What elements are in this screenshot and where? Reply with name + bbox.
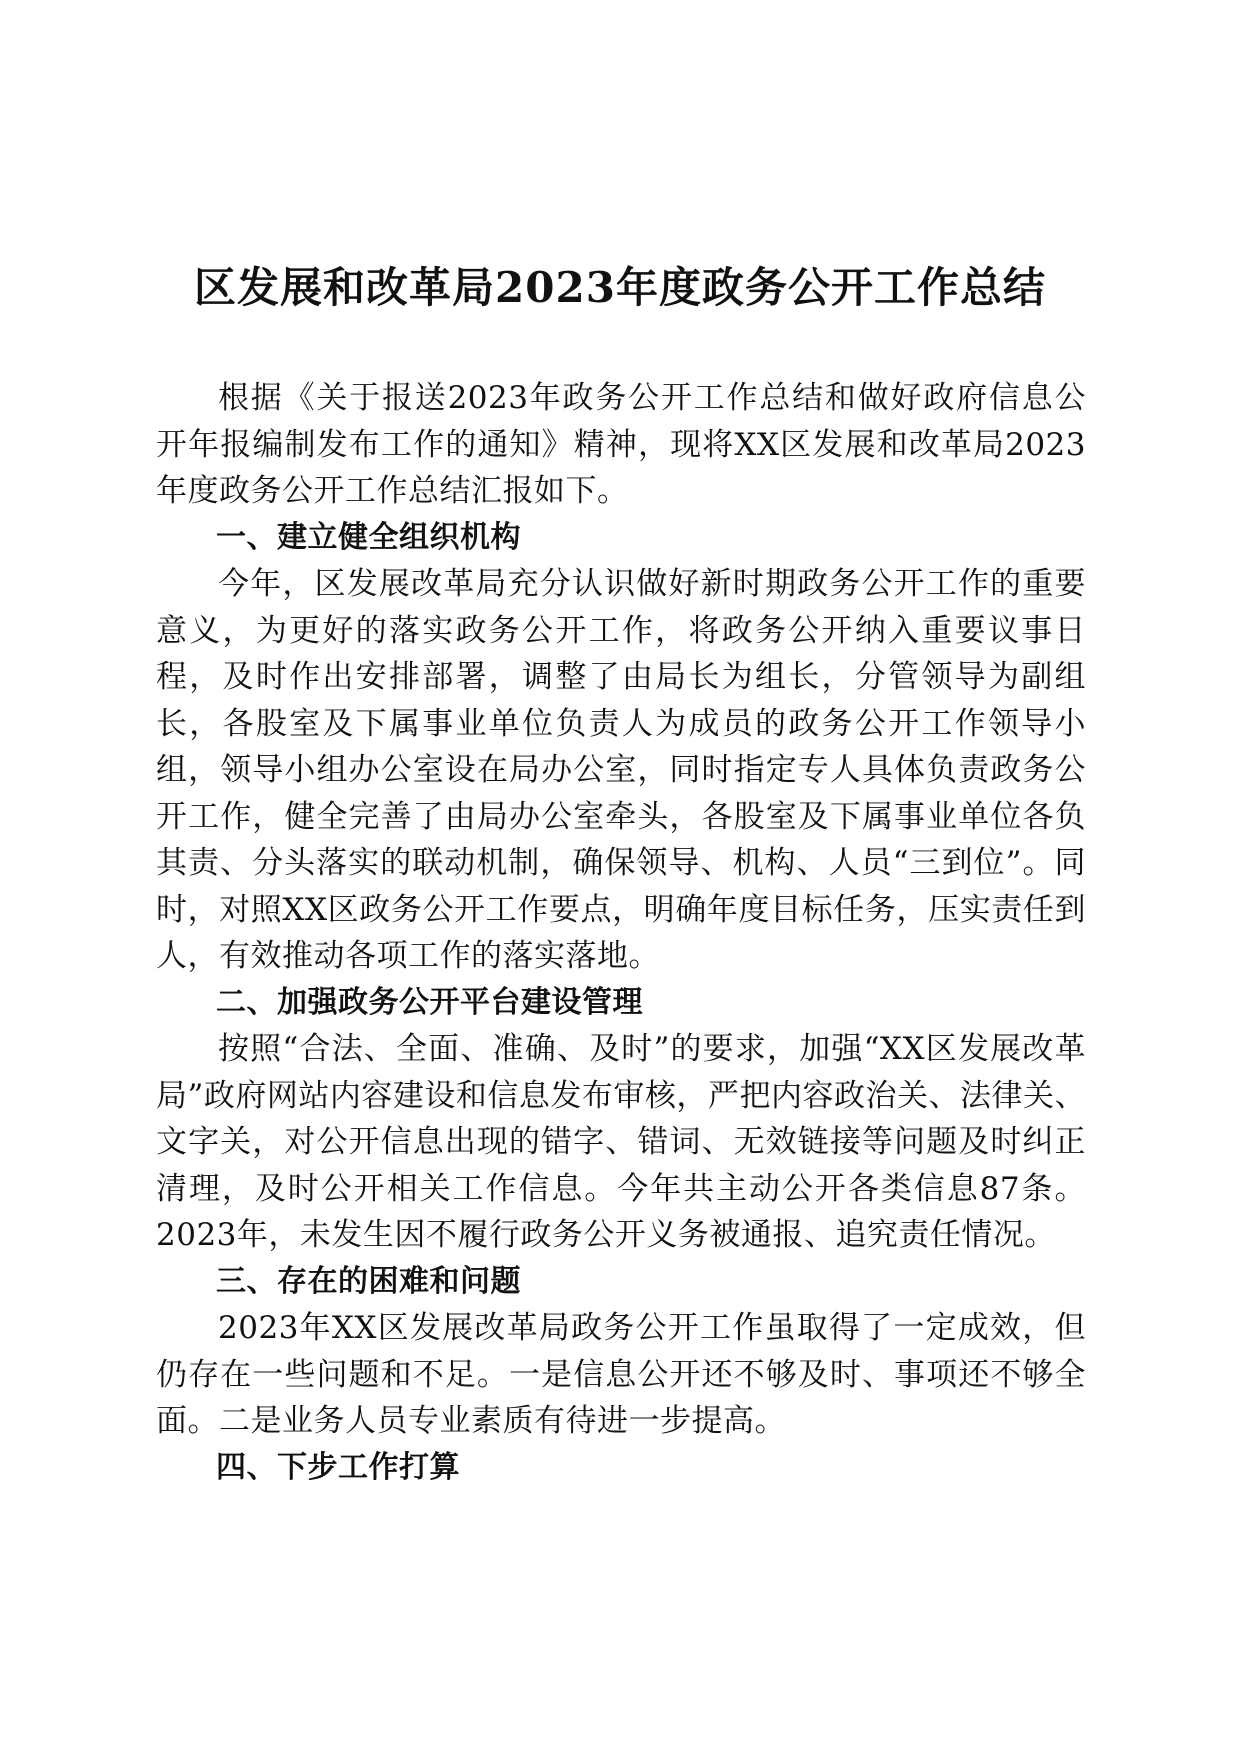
document-title: 区发展和改革局2023年度政务公开工作总结 (194, 263, 1046, 312)
section-4 (156, 1445, 1086, 1492)
section-paragraph: 按照“合法、全面、准确、及时”的要求，加强“XX区发展改革局”政府网站内容建设和信息发布审核，严把内容政治关、法律关、文字关，对公开信息出现的错字、错词、无效链接等问题及时纠正清理，及时公开相关工作信息。今年共主动公开各类信息87条。2023年，未发生因不履行政务公开义务被通报、追究责任情况。 (156, 1031, 1086, 1253)
section-2 (156, 980, 1086, 1259)
section-heading: 三、存在的困难和问题 (216, 1263, 521, 1299)
section-paragraph: 今年，区发展改革局充分认识做好新时期政务公开工作的重要意义，为更好的落实政务公开工作，将政务公开纳入重要议事日程，及时作出安排部署，调整了由局长为组长，分管领导为副组长，各股室及下属事业单位负责人为成员的政务公开工作领导小组，领导小组办公室设在局办公室，同时指定专人具体负责政务公开工作，健全完善了由局办公室牵头，各股室及下属事业单位各负其责、分头落实的联动机制，确保领导、机构、人员“三到位”。同时，对照XX区政务公开工作要点，明确年度目标任务，压实责任到人，有效推动各项工作的落实落地。 (156, 566, 1086, 974)
document-body (156, 375, 1086, 1491)
section-paragraph: 2023年XX区发展改革局政务公开工作虽取得了一定成效，但仍存在一些问题和不足。一是信息公开还不够及时、事项还不够全面。二是业务人员专业素质有待进一步提高。 (156, 1310, 1086, 1439)
section-heading: 二、加强政务公开平台建设管理 (216, 984, 643, 1020)
section-heading: 一、建立健全组织机构 (216, 519, 521, 555)
section-3 (156, 1259, 1086, 1445)
section-heading: 四、下步工作打算 (216, 1449, 460, 1485)
section-1 (156, 515, 1086, 980)
intro-paragraph: 根据《关于报送2023年政务公开工作总结和做好政府信息公开年报编制发布工作的通知》精神，现将XX区发展和改革局2023年度政务公开工作总结汇报如下。 (156, 380, 1086, 509)
